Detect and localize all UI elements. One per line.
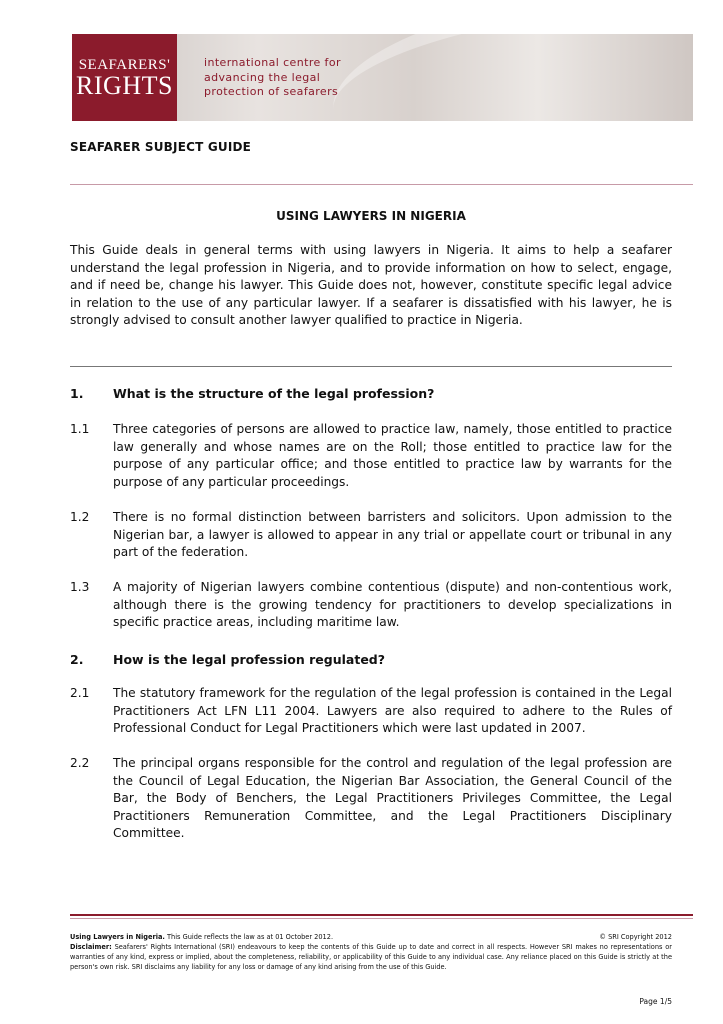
logo-line1: SEAFARERS' — [78, 56, 171, 73]
paragraph-text: Three categories of persons are allowed to practice law, namely, those entitled to practice law generally and whose names are on the Roll; those entitled to practice law for the purpose of any particular office; and those entitled to practice law by warrants for the purpose of any particular proceedings. — [113, 422, 672, 489]
page-title: USING LAWYERS IN NIGERIA — [276, 209, 466, 223]
paragraph-text: There is no formal distinction between barristers and solicitors. Upon admission to the Nigerian bar, a lawyer is allowed to appear in any trial or appellate court or tribunal in any part of the federation. — [113, 510, 672, 559]
paragraph-text: The principal organs responsible for the control and regulation of the legal profession are the Council of Legal Education, the Nigerian Bar Association, the General Council of the Bar, the Body of Benchers, the Legal Practitioners Privileges Committee, the Legal Practitioners Remuneration Committee, and the Legal Practitioners Disciplinary Committee. — [113, 756, 672, 840]
footer-rule — [70, 914, 693, 916]
divider — [70, 184, 693, 185]
disclaimer-label: Disclaimer: — [70, 943, 112, 951]
paragraph-number: 1.3 — [70, 580, 90, 594]
numbered-paragraph — [70, 579, 672, 632]
tagline-line: advancing the legal — [204, 70, 321, 84]
footer — [70, 932, 672, 972]
footer-guide-info — [70, 932, 333, 942]
numbered-paragraph — [70, 755, 672, 843]
section-title: What is the structure of the legal profession? — [113, 386, 435, 401]
page-number: Page 1/5 — [639, 997, 672, 1006]
footer-copyright: © SRI Copyright 2012 — [599, 933, 672, 941]
paragraph-text: A majority of Nigerian lawyers combine contentious (dispute) and non-contentious work, although there is the growing tendency for practitioners to develop specializations in specific practice areas, including maritime law. — [113, 580, 672, 629]
paragraph-number: 2.2 — [70, 756, 90, 770]
seafarers-rights-logo — [72, 34, 177, 121]
section-number: 1. — [70, 386, 84, 401]
tagline-line: protection of seafarers — [204, 85, 339, 98]
footer-top-row — [70, 932, 672, 942]
paragraph-number: 2.1 — [70, 686, 90, 700]
paragraph-number: 1.2 — [70, 510, 90, 524]
intro-paragraph: This Guide deals in general terms with using lawyers in Nigeria. It aims to help a seafarer understand the legal profession in Nigeria, and to provide information on how to select, engage, and if need be, change his lawyer. This Guide does not, however, constitute specific legal advice in relation to the use of any particular lawyer. If a seafarer is dissatisfied with his lawyer, he is strongly advised to consult another lawyer qualified to practice in Nigeria. — [70, 243, 672, 327]
tagline — [204, 56, 341, 100]
footer-guide-name: Using Lawyers in Nigeria. — [70, 933, 165, 941]
paragraph-text: The statutory framework for the regulation of the legal profession is contained in the Legal Practitioners Act LFN L11 2004. Lawyers are also required to adhere to the Rules of Professional Conduct for Legal Practitioners which were last updated in 2007. — [113, 686, 672, 735]
paragraph-number: 1.1 — [70, 422, 90, 436]
logo-line2: RIGHTS — [76, 70, 173, 100]
divider — [70, 366, 672, 367]
subject-guide-label: SEAFARER SUBJECT GUIDE — [70, 140, 252, 154]
footer-rule — [70, 918, 693, 919]
section-title: How is the legal profession regulated? — [113, 652, 385, 667]
footer-disclaimer — [70, 942, 672, 972]
section-number: 2. — [70, 652, 84, 667]
footer-law-date: This Guide reflects the law as at 01 October 2012. — [164, 933, 334, 941]
numbered-paragraph — [70, 509, 672, 562]
numbered-paragraph — [70, 685, 672, 738]
tagline-line: international centre for — [204, 56, 341, 69]
banner-swoosh — [324, 34, 693, 121]
numbered-paragraph — [70, 421, 672, 491]
header-banner — [72, 34, 693, 121]
disclaimer-text: Seafarers' Rights International (SRI) endeavours to keep the contents of this Guide up to date and correct in all respects. However SRI makes no representations or warranties of any kind, express or implied, about the completeness, reliability, or applicability of this Guide to any individual case. Any reliance placed on this Guide is strictly at the person's own risk. SRI disclaims any liability for any loss or damage of any kind arising from the use of this Guide. — [70, 943, 672, 971]
